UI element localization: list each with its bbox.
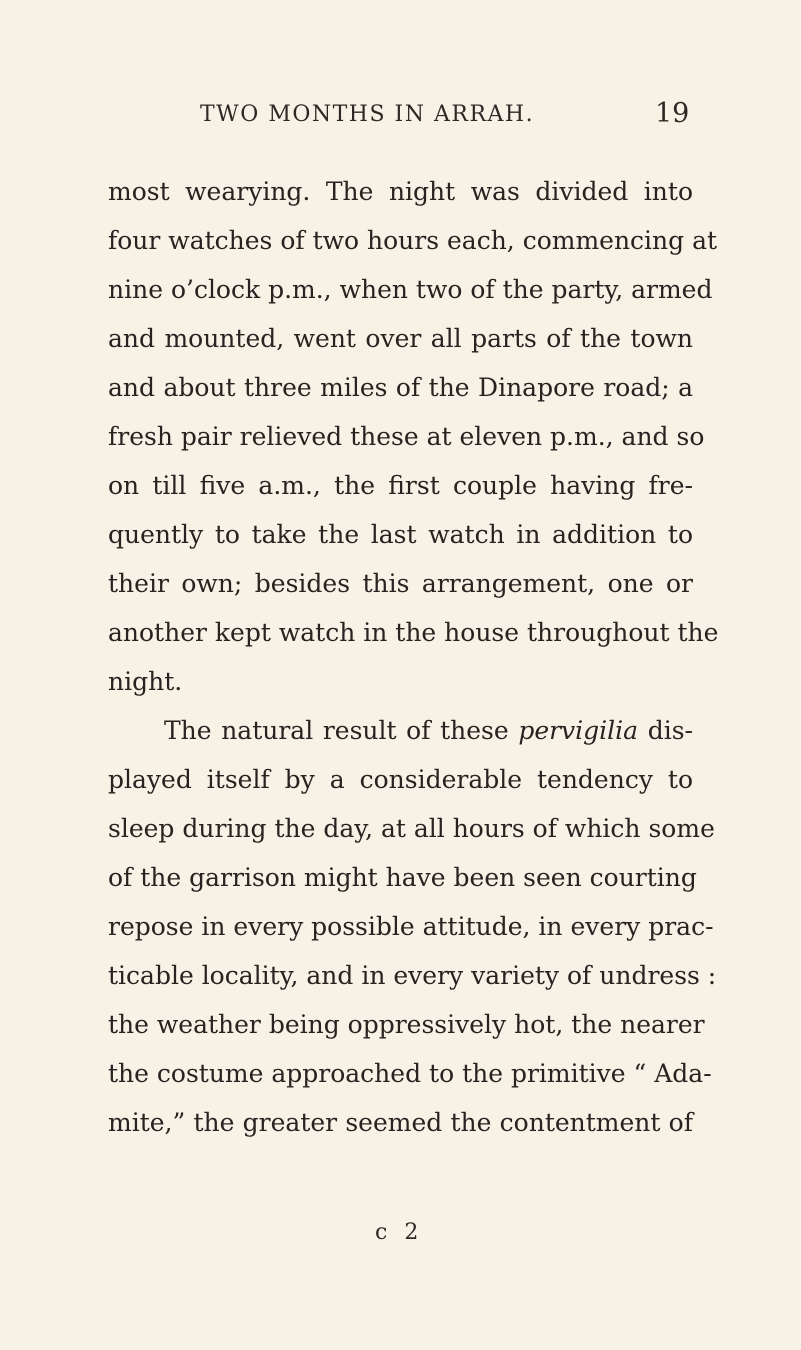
body-text (108, 167, 719, 1147)
running-head: TWO MONTHS IN ARRAH. (200, 102, 535, 127)
text-line: sleep during the day, at all hours of which some (108, 814, 715, 843)
signature-mark: c 2 (375, 1220, 424, 1245)
paragraph-opening-line (108, 706, 693, 755)
text-line: mite,” the greater seemed the contentment of (108, 1108, 693, 1137)
text-line: their own; besides this arrangement, one or (108, 569, 693, 598)
text-line: played itself by a considerable tendency to (108, 765, 693, 794)
text-fragment: dis- (638, 716, 693, 745)
text-line: another kept watch in the house throughout the (108, 618, 719, 647)
text-fragment: The natural result of these (164, 716, 519, 745)
text-line: the costume approached to the primitive “ Ada- (108, 1059, 712, 1088)
text-line: and about three miles of the Dinapore road; a (108, 373, 693, 402)
text-line: on till five a.m., the first couple having fre- (108, 471, 693, 500)
text-line: of the garrison might have been seen courting (108, 863, 697, 892)
text-line: night. (108, 667, 183, 696)
text-line: quently to take the last watch in addition to (108, 520, 693, 549)
text-line: four watches of two hours each, commencing at (108, 226, 718, 255)
page-number: 19 (655, 98, 690, 129)
text-line: nine o’clock p.m., when two of the party, armed (108, 275, 713, 304)
text-line: most wearying. The night was divided into (108, 177, 693, 206)
text-line: repose in every possible attitude, in every prac- (108, 912, 714, 941)
italic-term: pervigilia (518, 716, 639, 745)
text-line: and mounted, went over all parts of the town (108, 324, 693, 353)
text-line: fresh pair relieved these at eleven p.m., and so (108, 422, 705, 451)
text-line: the weather being oppressively hot, the nearer (108, 1010, 705, 1039)
text-line: ticable locality, and in every variety of undress : (108, 961, 717, 990)
